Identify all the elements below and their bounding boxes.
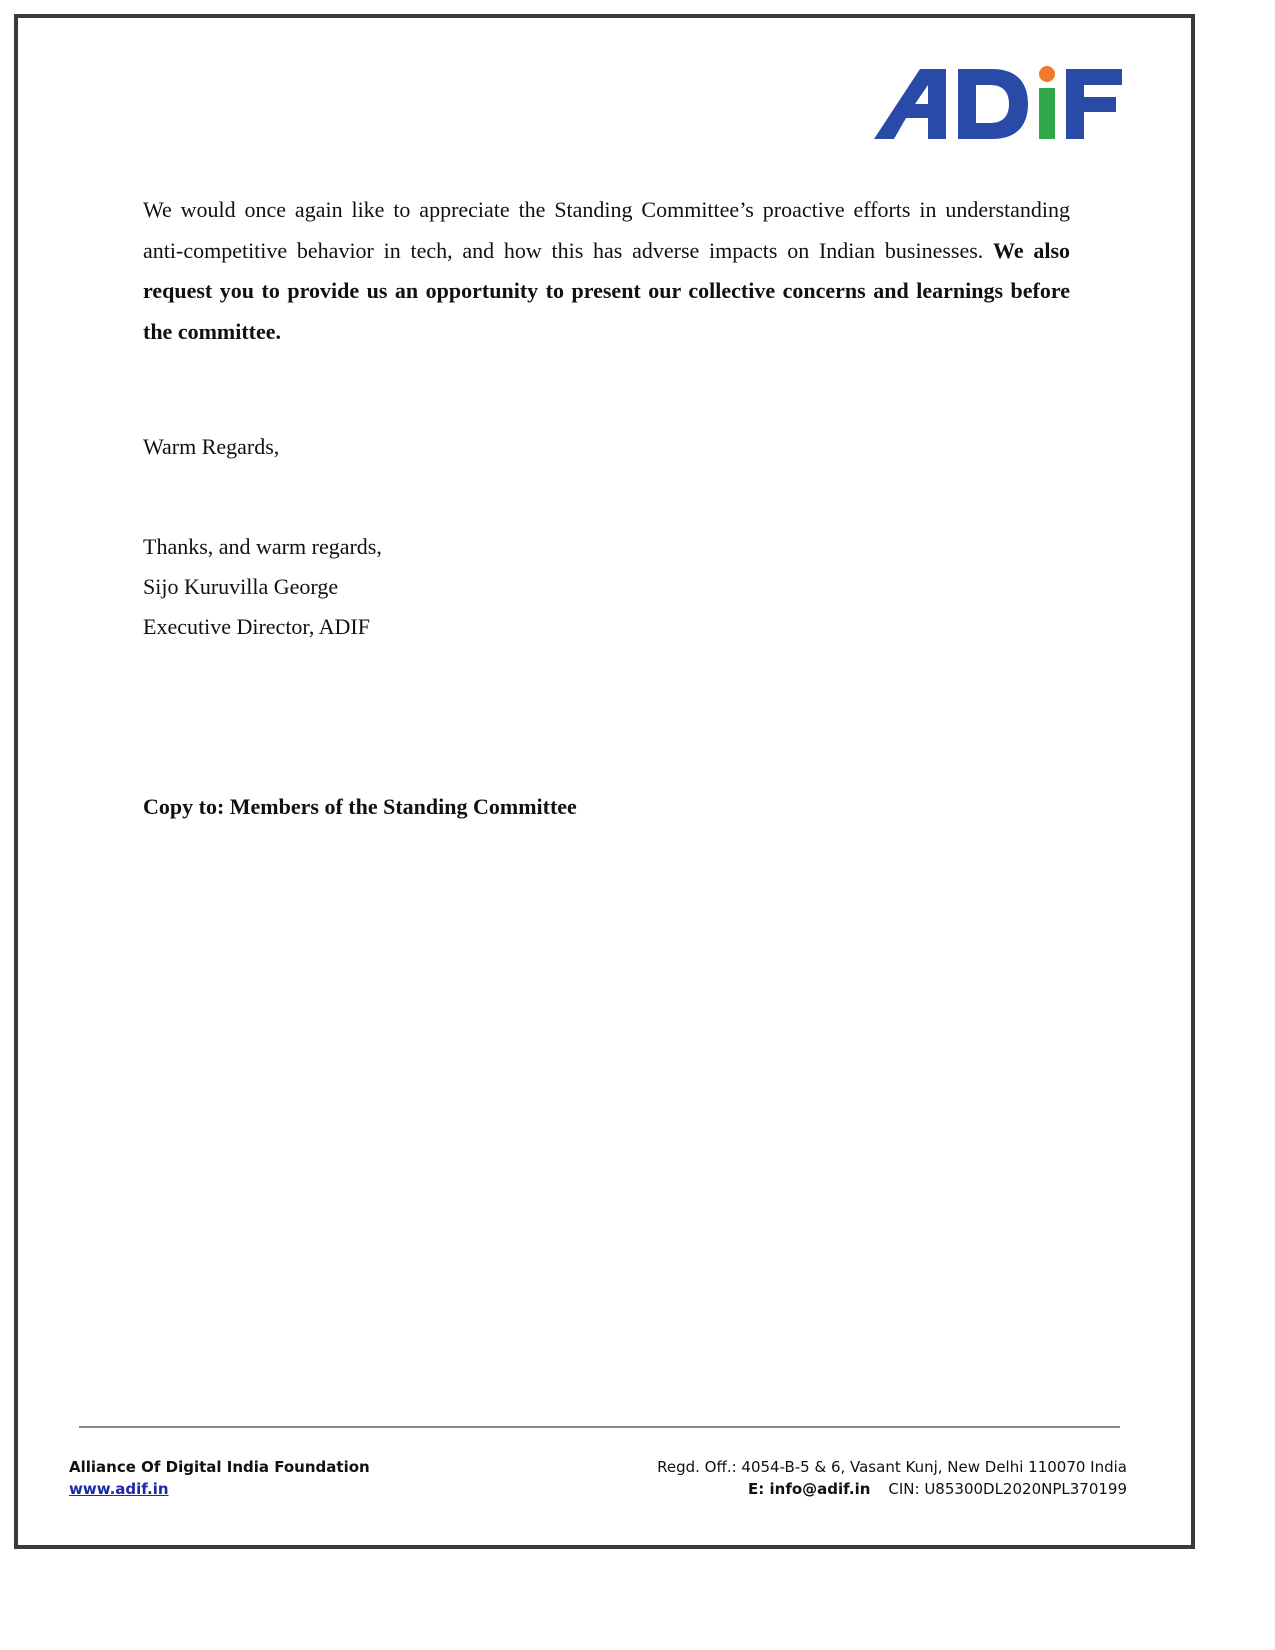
signatory-name: Sijo Kuruvilla George — [143, 574, 339, 599]
logo-letter-i — [1039, 88, 1055, 139]
paragraph-normal-text: We would once again like to appreciate the Standing Committee’s proactive efforts in understanding anti-competitive behavior in tech, and how this has adverse impacts on Indian businesses. — [143, 197, 1070, 263]
footer-divider — [79, 1426, 1120, 1428]
footer-website-link[interactable]: www.adif.in — [69, 1480, 169, 1498]
logo-letter-f — [1066, 69, 1122, 139]
footer-contact — [748, 1480, 1127, 1498]
footer-cin: CIN: U85300DL2020NPL370199 — [888, 1480, 1127, 1498]
footer-address: Regd. Off.: 4054-B-5 & 6, Vasant Kunj, New Delhi 110070 India — [657, 1458, 1127, 1476]
copy-to-line: Copy to: Members of the Standing Committee — [143, 794, 577, 819]
footer-org-name: Alliance Of Digital India Foundation — [69, 1458, 370, 1476]
logo-dot — [1039, 66, 1055, 82]
logo-letter-d — [958, 69, 1028, 139]
thanks-closing: Thanks, and warm regards, — [143, 534, 382, 559]
warm-regards: Warm Regards, — [143, 434, 280, 459]
logo-letter-a — [874, 69, 946, 139]
paragraph-bold-text: We also request you to provide us an opportunity to present our collective concerns and learnings before the committee. — [143, 237, 1070, 344]
adif-logo — [872, 60, 1124, 145]
footer-email[interactable]: E: info@adif.in — [748, 1480, 871, 1498]
signatory-title: Executive Director, ADIF — [143, 614, 370, 639]
request-paragraph — [143, 190, 1070, 352]
